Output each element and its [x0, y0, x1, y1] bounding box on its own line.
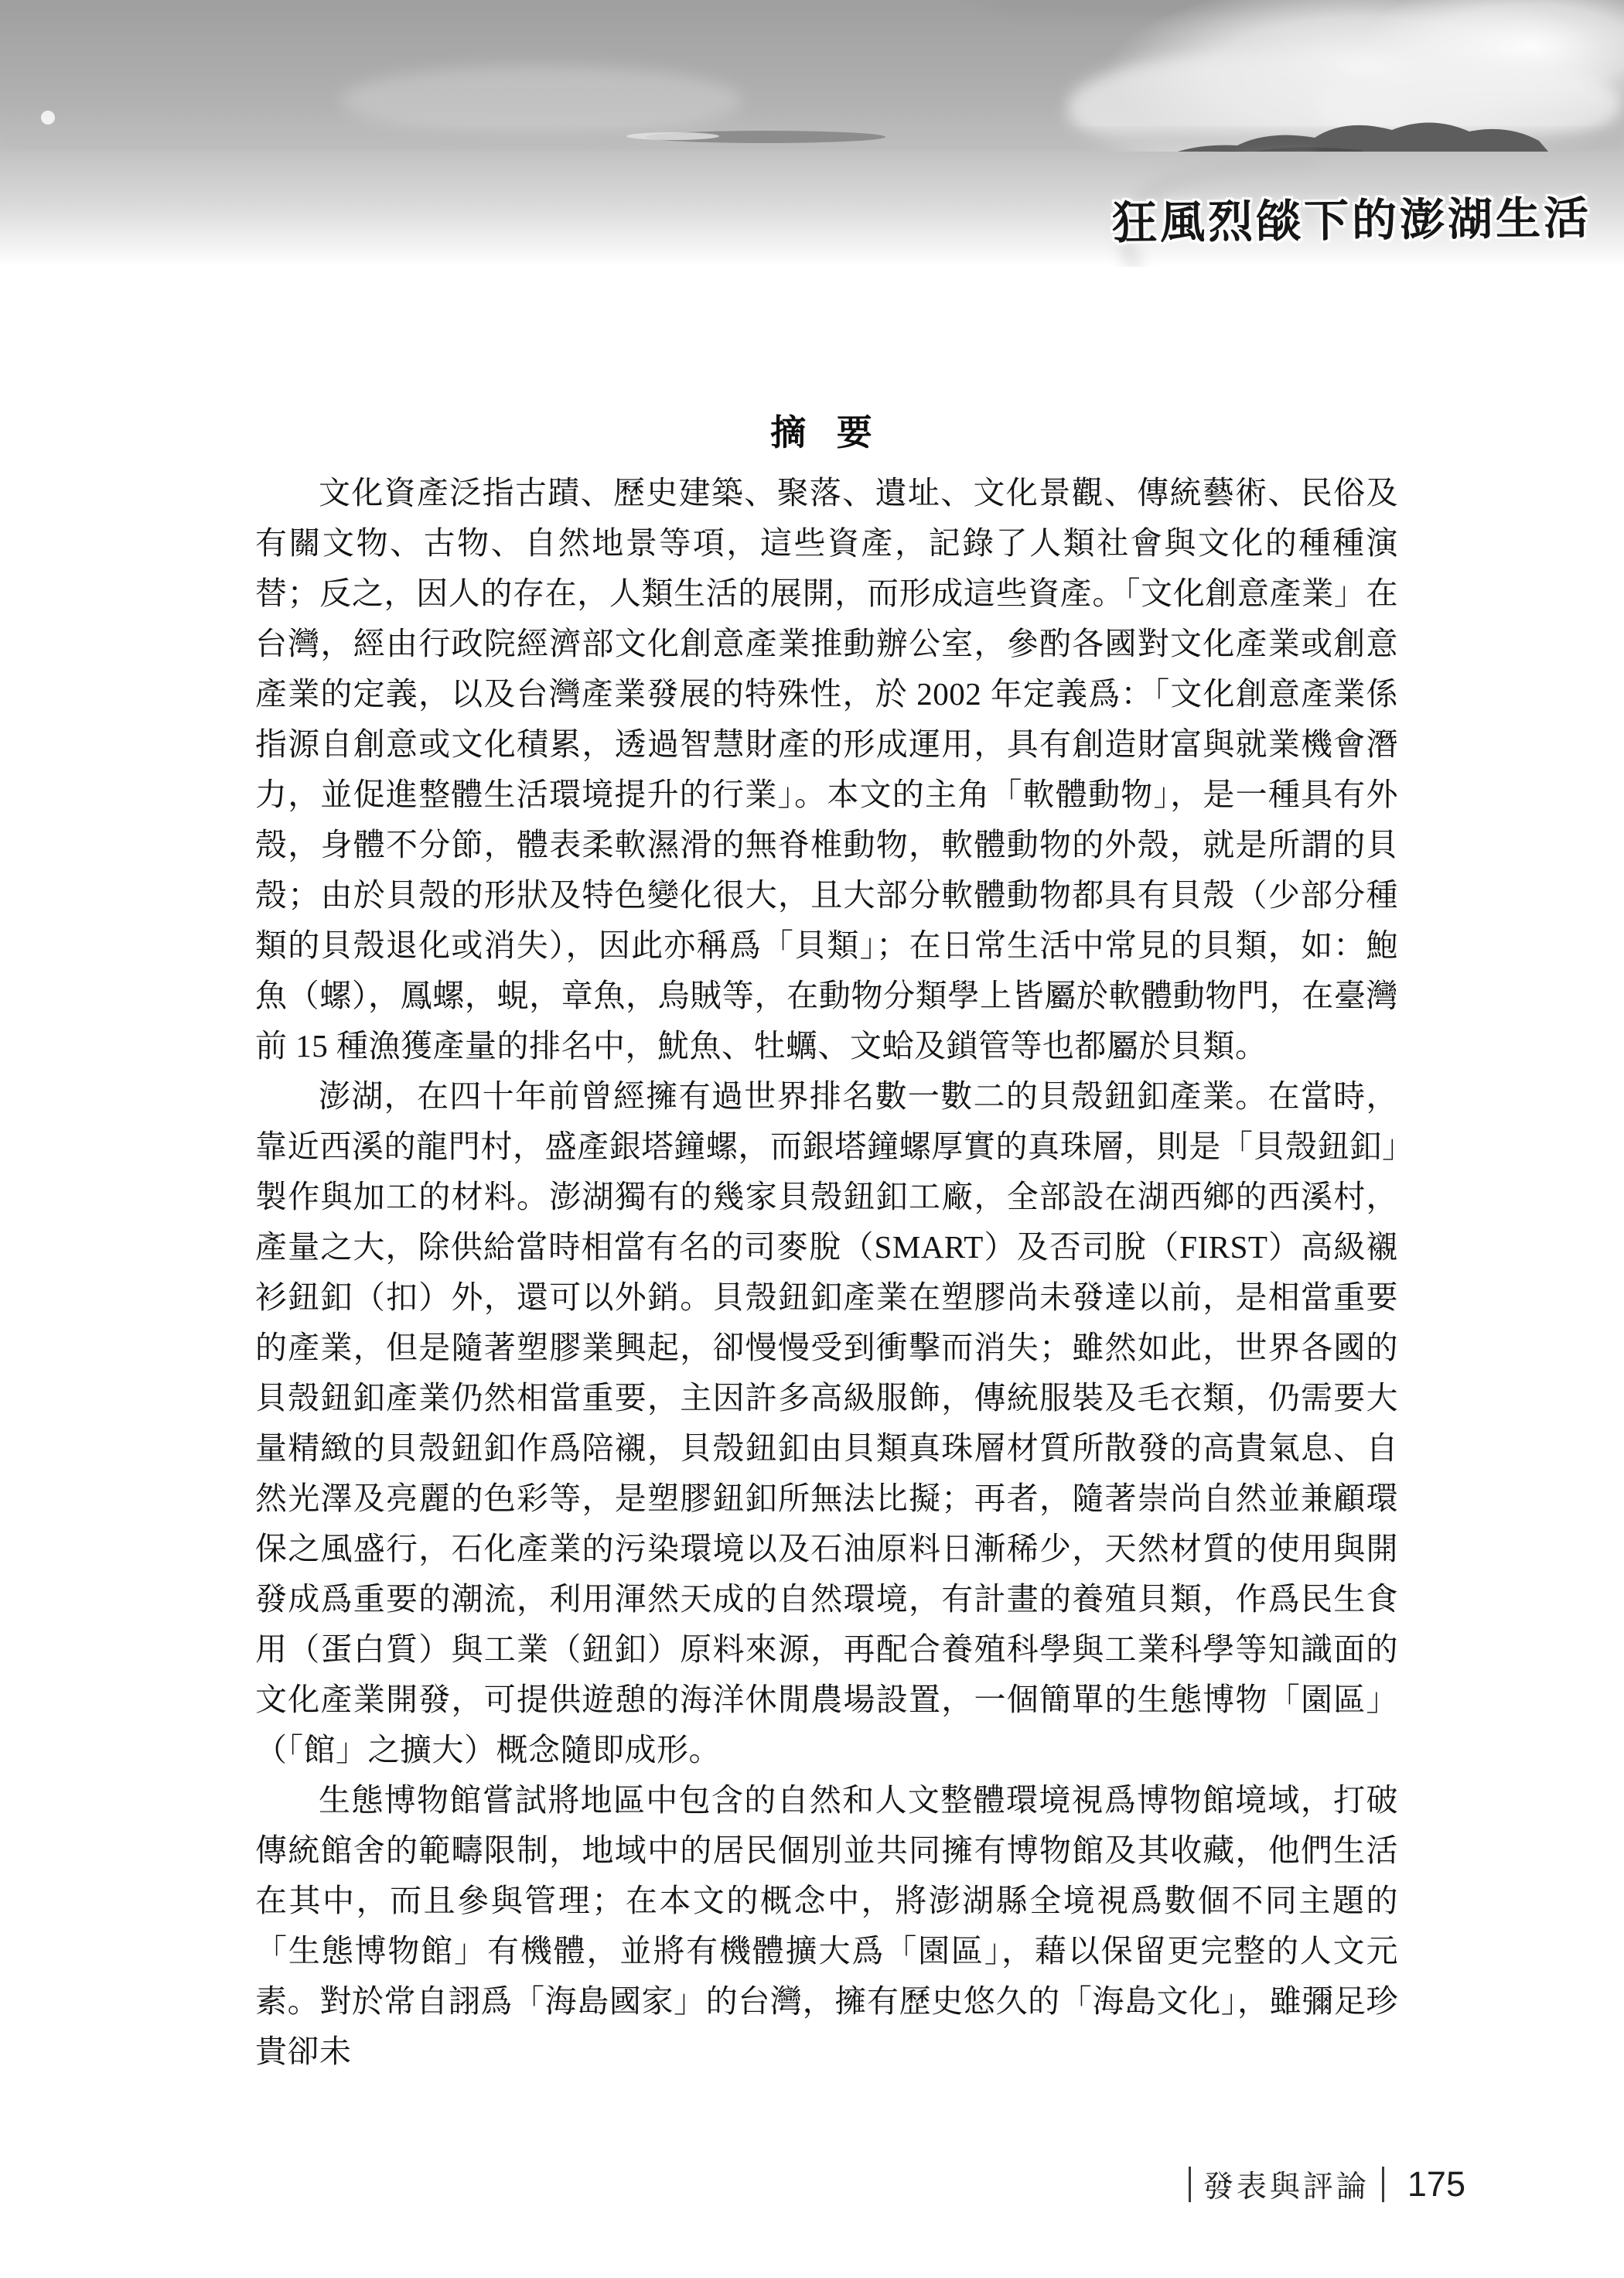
abstract-paragraph: 生態博物館嘗試將地區中包含的自然和人文整體環境視爲博物館境域，打破傳統館舍的範疇限制，地域中的居民個別並共同擁有博物館及其收藏，他們生活在其中，而且參與管理；在本文的概念中，將澎湖縣全境視爲數個不同主題的「生態博物館」有機體，並將有機體擴大爲「園區」，藉以保留更完整的人文元素。對於常自詡爲「海島國家」的台灣，擁有歷史悠久的「海島文化」，雖彌足珍貴卻未: [255, 1782, 1398, 2069]
page-title: 狂風烈燄下的澎湖生活: [1111, 191, 1592, 250]
abstract-heading: 摘 要: [770, 413, 883, 453]
page-number: 175: [1407, 2164, 1465, 2204]
abstract-paragraph: 文化資產泛指古蹟、歷史建築、聚落、遺址、文化景觀、傳統藝術、民俗及有關文物、古物、自然地景等項，這些資產，記錄了人類社會與文化的種種演替；反之，因人的存在，人類生活的展開，而形成這些資產。「文化創意產業」在台灣，經由行政院經濟部文化創意產業推動辦公室，參酌各國對文化產業或創意產業的定義，以及台灣產業發展的特殊性，於 2002 年定義爲：「文化創意產業係指源自創意或文化積累，透過智慧財產的形成運用，具有創造財富與就業機會潛力，並促進整體生活環境提升的行業」。本文的主角「軟體動物」，是一種具有外殼，身體不分節，體表柔軟濕滑的無脊椎動物，軟體動物的外殼，就是所謂的貝殼；由於貝殼的形狀及特色變化很大，且大部分軟體動物都具有貝殼（少部分種類的貝殼退化或消失），因此亦稱爲「貝類」；在日常生活中常見的貝類，如：鮑魚（螺），鳳螺，蜆，章魚，烏賊等，在動物分類學上皆屬於軟體動物門，在臺灣前 15 種漁獲產量的排名中，魷魚、牡蠣、文蛤及鎖管等也都屬於貝類。: [255, 475, 1398, 1064]
abstract-section: [255, 405, 1398, 2077]
cloud: [340, 66, 742, 135]
footer-divider: [1382, 2167, 1384, 2202]
sun-icon: [41, 111, 55, 125]
page-footer: [1176, 2163, 1465, 2206]
banner-photo: [0, 0, 1624, 267]
footer-divider: [1189, 2167, 1191, 2202]
sandbar: [626, 132, 719, 140]
footer-section-label: 發表與評論: [1203, 2170, 1370, 2204]
abstract-paragraph: 澎湖，在四十年前曾經擁有過世界排名數一數二的貝殼鈕釦產業。在當時，靠近西溪的龍門村，盛產銀塔鐘螺，而銀塔鐘螺厚實的真珠層，則是「貝殼鈕釦」製作與加工的材料。澎湖獨有的幾家貝殼鈕釦工廠，全部設在湖西鄉的西溪村，產量之大，除供給當時相當有名的司麥脫（SMART）及否司脫（FIRST）高級襯衫鈕釦（扣）外，還可以外銷。貝殼鈕釦產業在塑膠尚未發達以前，是相當重要的產業，但是隨著塑膠業興起，卻慢慢受到衝擊而消失；雖然如此，世界各國的貝殼鈕釦產業仍然相當重要，主因許多高級服飾，傳統服裝及毛衣類，仍需要大量精緻的貝殼鈕釦作爲陪襯，貝殼鈕釦由貝類真珠層材質所散發的高貴氣息、自然光澤及亮麗的色彩等，是塑膠鈕釦所無法比擬；再者，隨著崇尚自然並兼顧環保之風盛行，石化產業的污染環境以及石油原料日漸稀少，天然材質的使用與開發成爲重要的潮流，利用渾然天成的自然環境，有計畫的養殖貝類，作爲民生食用（蛋白質）與工業（鈕釦）原料來源，再配合養殖科學與工業科學等知識面的文化產業開發，可提供遊憩的海洋休閒農場設置，一個簡單的生態博物「園區」（「館」之擴大）概念隨即成形。: [255, 1078, 1398, 1767]
